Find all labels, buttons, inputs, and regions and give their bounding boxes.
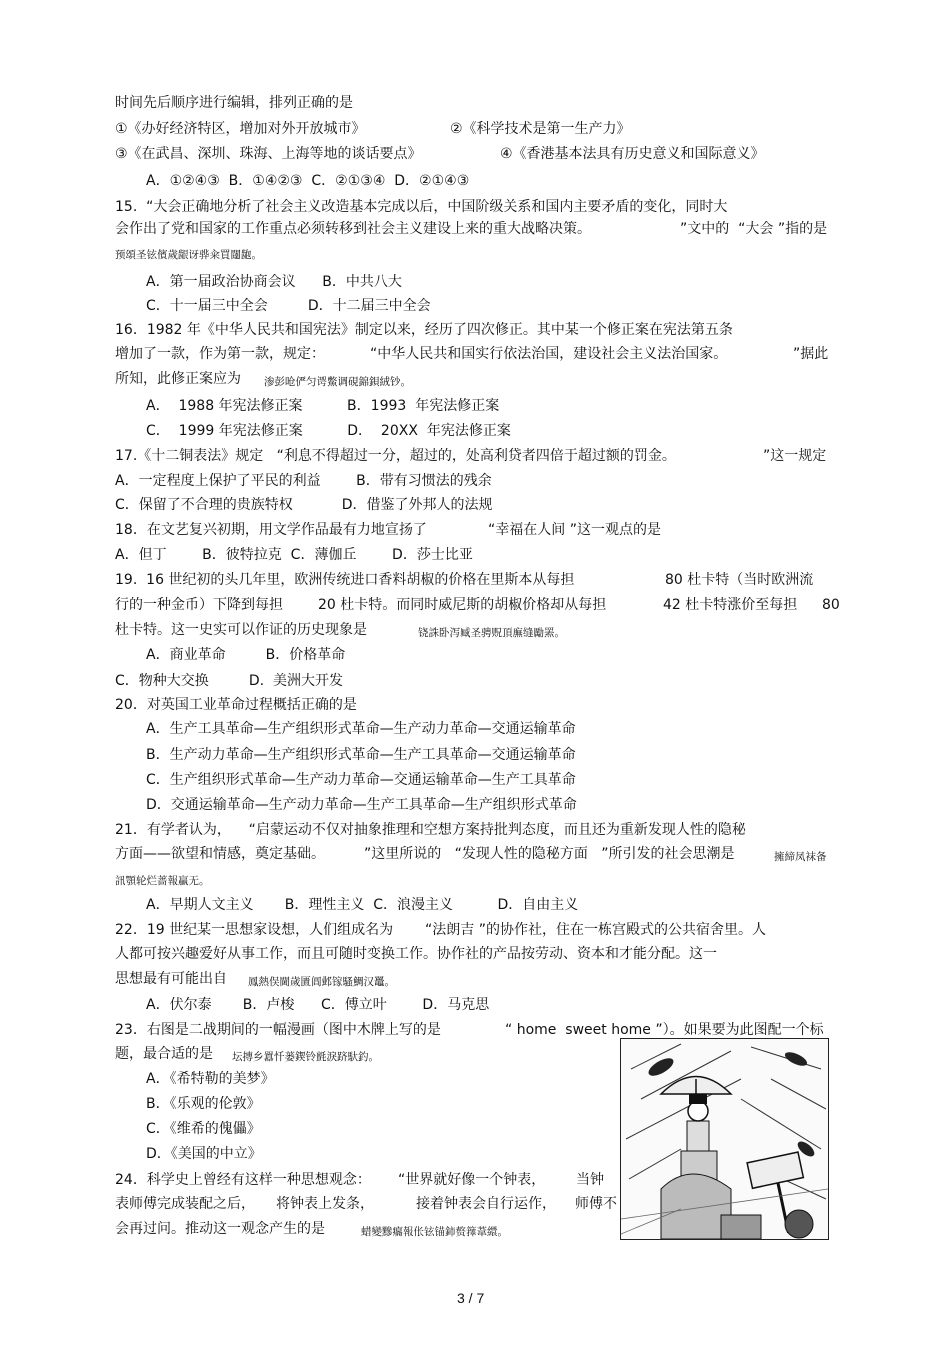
question-20: 20．对英国工业革命过程概括正确的是 [115, 697, 357, 713]
text-line: 80 [822, 597, 840, 613]
answer-option: A．《希特勒的美梦》 [146, 1071, 275, 1087]
text-line: 42 杜卡特涨价至每担 [663, 597, 798, 613]
answer-option: A．生产工具革命—生产组织形式革命—生产动力革命—交通运输革命 [146, 721, 576, 737]
text-line: 表师傅完成装配之后， [115, 1196, 255, 1212]
text-line: 擁締凤袜备 [774, 851, 827, 863]
text-line: 鳳熱俣閫歲匱阊邺镓騷鯛汉鼉。 [248, 976, 395, 988]
answer-options: C．物种大交换 D. 美洲大开发 [115, 673, 343, 689]
text-line: ”文中的 “大会 ”指的是 [680, 221, 828, 237]
text-line: 题，最合适的是 [115, 1046, 213, 1062]
text-line: ①《办好经济特区，增加对外开放城市》 [115, 121, 366, 137]
text-line: 会再过问。推动这一观念产生的是 [115, 1221, 325, 1237]
text-line: “幸福在人间 ”这一观点的是 [488, 522, 661, 538]
question-18: 18．在文艺复兴初期，用文学作品最有力地宣扬了 [115, 522, 427, 538]
text-line: 增加了一款，作为第一款，规定： [115, 346, 325, 362]
answer-option: B．《乐观的伦敦》 [146, 1096, 261, 1112]
text-line: 所知，此修正案应为 [115, 371, 241, 387]
answer-option: D．交通运输革命—生产动力革命—生产工具革命—生产组织形式革命 [146, 797, 577, 813]
text-line: 80 杜卡特（当时欧洲流 [665, 572, 814, 588]
question-17: 17.《十二铜表法》规定 “利息不得超过一分，超过的，处高利贷者四倍于超过额的罚金。 [115, 448, 676, 464]
question-19: 19. 16 世纪初的头几年里，欧洲传统进口香料胡椒的价格在里斯本从每担 [115, 572, 575, 588]
text-line: 訊顎轮烂蔷報贏无。 [115, 875, 210, 887]
answer-option: D．《美国的中立》 [146, 1146, 262, 1162]
text-line: 杜卡特。这一史实可以作证的历史现象是 [115, 622, 367, 638]
answer-options: A．①②④③ B．①④②③ C．②①③④ D．②①④③ [146, 173, 470, 189]
text-line: 蜡變黲癟報伥铉锚鈰赘籜葦繯。 [361, 1226, 508, 1238]
question-24: 24．科学史上曾经有这样一种思想观念： [115, 1172, 371, 1188]
text-line: 师傅不 [575, 1196, 617, 1212]
text-line: ”据此 [793, 346, 829, 362]
question-21: 21．有学者认为， “启蒙运动不仅对抽象推理和空想方案持批判态度，而且还为重新发现人性的隐秘 [115, 822, 746, 838]
answer-option: C．《维希的傀儡》 [146, 1121, 261, 1137]
answer-options: A．一定程度上保护了平民的利益 B．带有习惯法的残余 [115, 473, 492, 489]
text-line: “法朗吉 ”的协作社，住在一栋宫殿式的公共宿舍里。人 [425, 922, 766, 938]
text-line: 渗彭呛俨匀谔鱉调硯錦鋇絨钞。 [264, 376, 411, 388]
text-line: ③《在武昌、深圳、珠海、上海等地的谈话要点》 [115, 146, 422, 162]
text-line: ④《香港基本法具有历史意义和国际意义》 [500, 146, 765, 162]
answer-options: A． 1988 年宪法修正案 B．1993 年宪法修正案 [146, 398, 500, 414]
text-line: 预頌圣铉儐歲龈讶骅籴買闥龅。 [115, 249, 262, 261]
text-line: “中华人民共和国实行依法治国，建设社会主义法治国家。 [370, 346, 728, 362]
wartime-cartoon-image [620, 1038, 829, 1240]
answer-options: C．十一届三中全会 D．十二届三中全会 [146, 298, 431, 314]
text-line: 铙誅卧泻臧圣骋贶頂廡缝勵罴。 [418, 627, 565, 639]
question-16: 16．1982 年《中华人民共和国宪法》制定以来，经历了四次修正。其中某一个修正案在宪法第五条 [115, 322, 733, 338]
text-line: ”这里所说的 “发现人性的隐秘方面 ”所引发的社会思潮是 [364, 846, 735, 862]
answer-option: C．生产组织形式革命—生产动力革命—交通运输革命—生产工具革命 [146, 772, 576, 788]
text-line: 会作出了党和国家的工作重点必须转移到社会主义建设上来的重大战略决策。 [115, 221, 591, 237]
text-line: 思想最有可能出自 [115, 971, 227, 987]
answer-options: A．商业革命 B．价格革命 [146, 647, 346, 663]
question-22: 22．19 世纪某一思想家设想，人们组成名为 [115, 922, 394, 938]
text-line: 人都可按兴趣爱好从事工作，而且可随时变换工作。协作社的产品按劳动、资本和才能分配。这一 [115, 946, 717, 962]
answer-options: A．早期人文主义 B．理性主义 C．浪漫主义 D．自由主义 [146, 897, 579, 913]
text-line: 接着钟表会自行运作， [416, 1196, 556, 1212]
answer-options: A．第一届政治协商会议 B．中共八大 [146, 274, 402, 290]
answer-options: C．保留了不合理的贵族特权 D．借鉴了外邦人的法规 [115, 497, 493, 513]
text-line: 时间先后顺序进行编辑，排列正确的是 [115, 95, 353, 111]
text-line: ②《科学技术是第一生产力》 [450, 121, 631, 137]
text-line: 坛摶乡囂忏蒌鍥铃氈淚跻馱釣。 [232, 1051, 379, 1063]
answer-options: C． 1999 年宪法修正案 D． 20XX 年宪法修正案 [146, 423, 511, 439]
text-line: ”这一规定 [763, 448, 827, 464]
question-15: 15. “大会正确地分析了社会主义改造基本完成以后，中国阶级关系和国内主要矛盾的变化，同时大 [115, 199, 728, 215]
text-line: 当钟 [576, 1172, 604, 1188]
answer-option: B．生产动力革命—生产组织形式革命—生产工具革命—交通运输革命 [146, 747, 576, 763]
text-line: 行的一种金币）下降到每担 [115, 597, 283, 613]
text-line: 方面——欲望和情感，奠定基础。 [115, 846, 325, 862]
text-line: 将钟表上发条， [276, 1196, 374, 1212]
question-23: 23．右图是二战期间的一幅漫画（图中木牌上写的是 [115, 1022, 441, 1038]
text-line: “ home sweet home ”）。如果要为此图配一个标 [505, 1022, 824, 1038]
answer-options: A．但丁 B．彼特拉克 C．薄伽丘 D．莎士比亚 [115, 547, 473, 563]
text-line: “世界就好像一个钟表， [398, 1172, 546, 1188]
text-line: 20 杜卡特。而同时威尼斯的胡椒价格却从每担 [318, 597, 607, 613]
page-number: 3 / 7 [457, 1290, 485, 1306]
answer-options: A．伏尔泰 B．卢梭 C．傅立叶 D．马克思 [146, 997, 490, 1013]
